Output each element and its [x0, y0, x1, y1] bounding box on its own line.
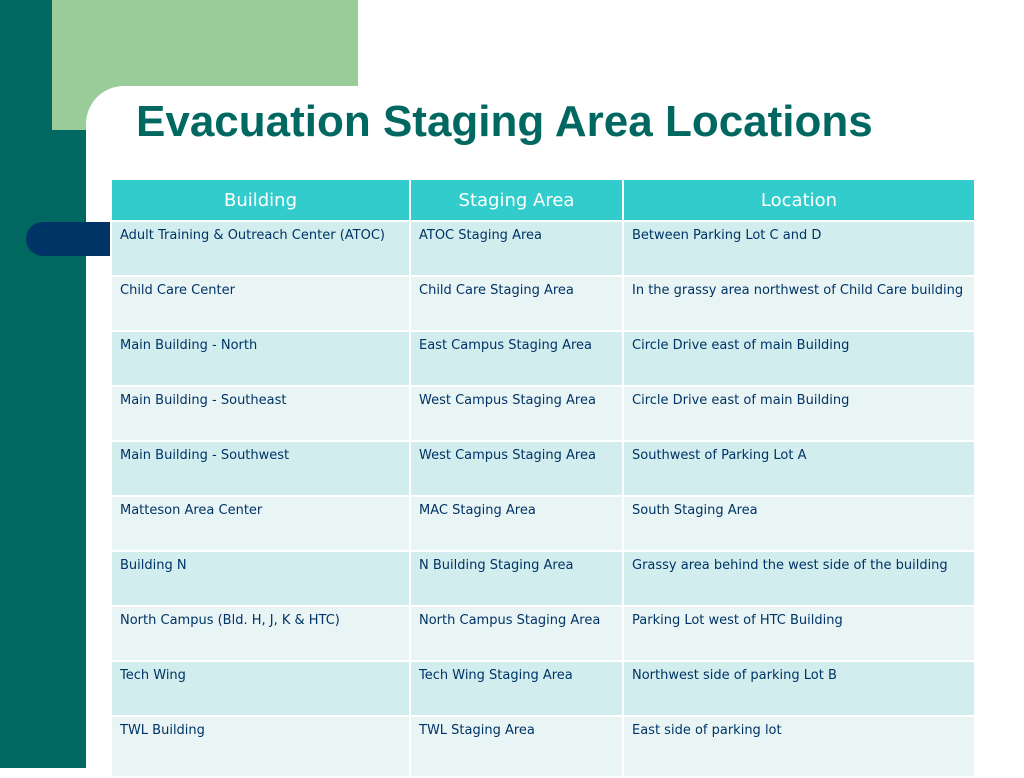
cell-building: Tech Wing — [111, 661, 410, 716]
cell-staging-area: Tech Wing Staging Area — [410, 661, 623, 716]
cell-location: East side of parking lot — [623, 716, 975, 777]
cell-location: South Staging Area — [623, 496, 975, 551]
cell-building: North Campus (Bld. H, J, K & HTC) — [111, 606, 410, 661]
cell-staging-area: TWL Staging Area — [410, 716, 623, 777]
cell-building: Main Building - Southeast — [111, 386, 410, 441]
cell-building: Child Care Center — [111, 276, 410, 331]
cell-building: TWL Building — [111, 716, 410, 777]
table-row — [111, 496, 975, 551]
cell-location: Southwest of Parking Lot A — [623, 441, 975, 496]
cell-building: Adult Training & Outreach Center (ATOC) — [111, 221, 410, 276]
slide-title: Evacuation Staging Area Locations — [136, 97, 873, 146]
cell-location: Circle Drive east of main Building — [623, 386, 975, 441]
table-row — [111, 331, 975, 386]
cell-building: Building N — [111, 551, 410, 606]
staging-area-table-wrapper — [110, 178, 974, 778]
header-location: Location — [623, 179, 975, 221]
table-row — [111, 606, 975, 661]
cell-staging-area: ATOC Staging Area — [410, 221, 623, 276]
table-row — [111, 661, 975, 716]
table-header-row — [111, 179, 975, 221]
table-row — [111, 441, 975, 496]
cell-building: Main Building - Southwest — [111, 441, 410, 496]
cell-staging-area: N Building Staging Area — [410, 551, 623, 606]
table-row — [111, 386, 975, 441]
staging-area-table — [110, 178, 976, 778]
navy-accent-pill — [26, 222, 116, 256]
cell-staging-area: North Campus Staging Area — [410, 606, 623, 661]
cell-staging-area: MAC Staging Area — [410, 496, 623, 551]
cell-location: In the grassy area northwest of Child Care building — [623, 276, 975, 331]
cell-staging-area: West Campus Staging Area — [410, 386, 623, 441]
cell-building: Main Building - North — [111, 331, 410, 386]
header-staging-area: Staging Area — [410, 179, 623, 221]
cell-location: Circle Drive east of main Building — [623, 331, 975, 386]
cell-location: Parking Lot west of HTC Building — [623, 606, 975, 661]
cell-staging-area: West Campus Staging Area — [410, 441, 623, 496]
table-row — [111, 551, 975, 606]
cell-location: Grassy area behind the west side of the building — [623, 551, 975, 606]
cell-location: Between Parking Lot C and D — [623, 221, 975, 276]
cell-staging-area: Child Care Staging Area — [410, 276, 623, 331]
table-row — [111, 276, 975, 331]
header-building: Building — [111, 179, 410, 221]
cell-building: Matteson Area Center — [111, 496, 410, 551]
cell-location: Northwest side of parking Lot B — [623, 661, 975, 716]
cell-staging-area: East Campus Staging Area — [410, 331, 623, 386]
table-row — [111, 221, 975, 276]
